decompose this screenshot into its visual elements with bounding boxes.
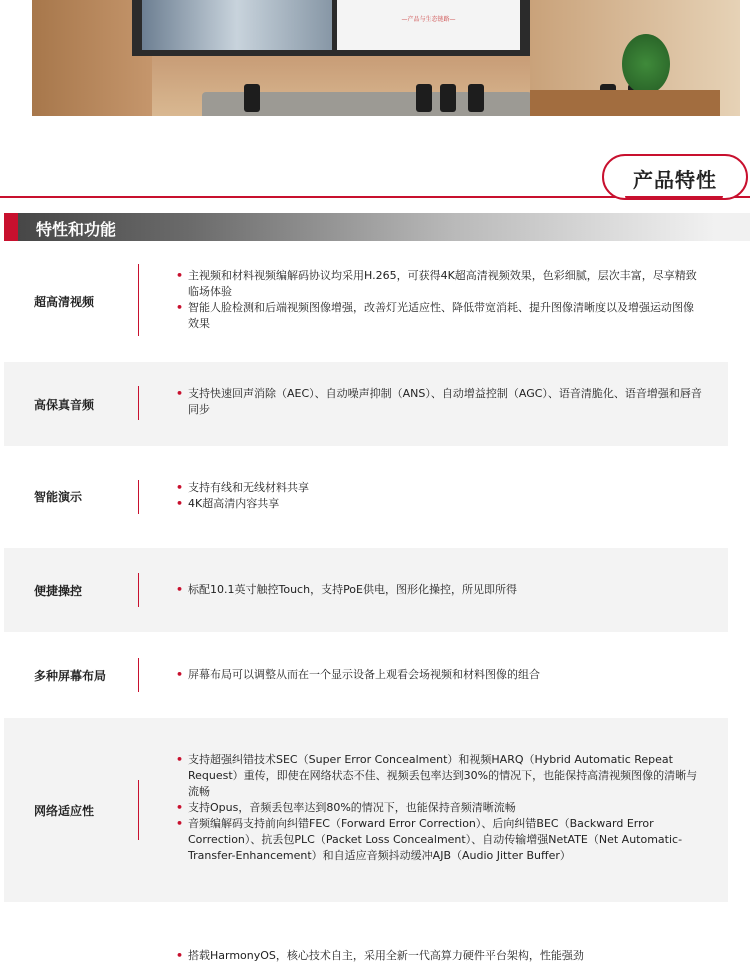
feature-label: 超高清视频 — [34, 295, 95, 309]
chair — [440, 84, 456, 112]
row-divider — [138, 780, 139, 840]
ribbon-title: 特性和功能 — [36, 220, 117, 239]
row-divider — [138, 480, 139, 514]
feature-item: • 支持快速回声消除（AEC）、自动噪声抑制（ANS）、自动增益控制（AGC）、语音清脆化、语音增强和唇音同步 — [174, 386, 702, 418]
feature-row-video — [4, 250, 728, 358]
feature-row-network — [4, 718, 728, 902]
feature-body — [174, 667, 702, 683]
row-divider — [138, 658, 139, 692]
conference-room-photo — [32, 0, 740, 116]
feature-row-audio — [4, 362, 728, 446]
feature-item: • 音频编解码支持前向纠错FEC（Forward Error Correction）、后向纠错BEC（Backward Error Correction）、抗丢包PLC（Packet Loss Concealment）、自动传输增强NetATE（Net Automatic-Transfer-Enhancement）和自适应音频抖动缓冲AJB（Audio Jitter Buffer） — [174, 816, 702, 864]
feature-item: • 搭载HarmonyOS，核心技术自主，采用全新一代高算力硬件平台架构，性能强劲 — [174, 948, 702, 964]
screen-caption: —产品与生态链路— — [401, 16, 456, 23]
feature-body — [174, 386, 702, 418]
row-divider — [138, 573, 139, 607]
feature-body — [174, 948, 702, 964]
feature-item: • 智能人脸检测和后端视频图像增强，改善灯光适应性、降低带宽消耗、提升图像清晰度以及增强运动图像效果 — [174, 300, 702, 332]
feature-label: 便捷操控 — [34, 584, 83, 598]
feature-label: 网络适应性 — [34, 804, 95, 818]
feature-body — [174, 480, 702, 512]
feature-body — [174, 268, 702, 332]
feature-row-os — [4, 906, 728, 968]
feature-item: • 支持超强纠错技术SEC（Super Error Concealment）和视频HARQ（Hybrid Automatic Repeat Request）重传，即使在网络状态不佳、视频丢包率达到30%的情况下，也能保持高清视频图像的清晰与流畅 — [174, 752, 702, 800]
screen-people-image — [142, 0, 332, 50]
feature-item: • 4K超高清内容共享 — [174, 496, 702, 512]
row-divider — [138, 386, 139, 420]
plant — [622, 34, 670, 94]
feature-row-control — [4, 548, 728, 632]
side-desk — [530, 90, 720, 116]
feature-item: • 支持有线和无线材料共享 — [174, 480, 702, 496]
feature-item: • 支持Opus，音频丢包率达到80%的情况下，也能保持音频清晰流畅 — [174, 800, 702, 816]
feature-row-presentation — [4, 452, 728, 542]
row-divider — [138, 264, 139, 336]
feature-label: 智能演示 — [34, 490, 83, 504]
feature-item: • 标配10.1英寸触控Touch，支持PoE供电，图形化操控，所见即所得 — [174, 582, 702, 598]
chair — [244, 84, 260, 112]
feature-item: • 屏幕布局可以调整从而在一个显示设备上观看会场视频和材料图像的组合 — [174, 667, 702, 683]
features-ribbon — [4, 213, 750, 241]
feature-body — [174, 582, 702, 598]
feature-label: 多种屏幕布局 — [34, 669, 107, 683]
section-title-badge — [602, 154, 748, 200]
chair — [468, 84, 484, 112]
section-title: 产品特性 — [633, 168, 717, 192]
ribbon-red-tab — [4, 213, 18, 241]
screen-white-panel — [337, 0, 520, 50]
feature-row-layout — [4, 638, 728, 712]
feature-label: 高保真音频 — [34, 398, 95, 412]
feature-item: • 主视频和材料视频编解码协议均采用H.265，可获得4K超高清视频效果，色彩细腻，层次丰富，尽享精致临场体验 — [174, 268, 702, 300]
section-title-underline — [625, 196, 723, 200]
feature-body — [174, 752, 702, 864]
chair — [416, 84, 432, 112]
display-wall — [132, 0, 530, 56]
